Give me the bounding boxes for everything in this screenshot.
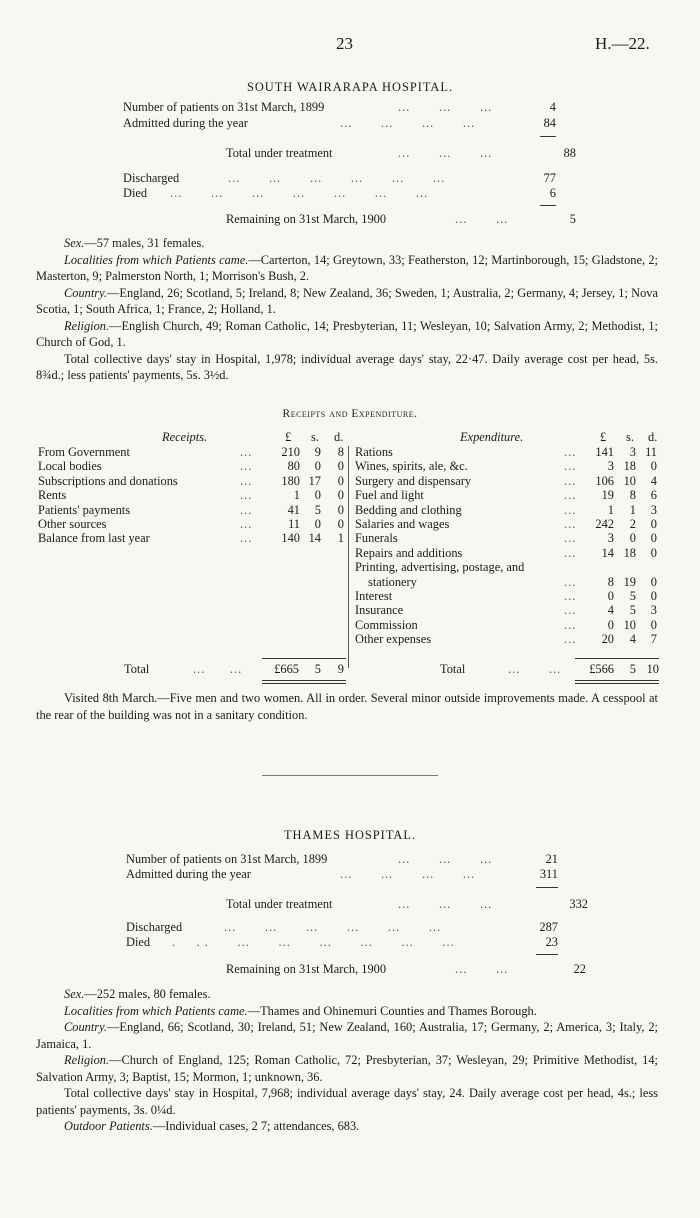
receipts-row-pounds: 1 bbox=[293, 488, 300, 503]
died-label: Died bbox=[123, 186, 148, 200]
expenditure-row-pence: 0 bbox=[650, 531, 657, 546]
receipts-row-pence: 1 bbox=[337, 531, 344, 546]
remaining-label: Remaining on 31st March, 1900 bbox=[226, 212, 387, 226]
expenditure-row-pounds: 141 bbox=[595, 445, 614, 459]
receipts-row-shillings: 14 bbox=[308, 531, 321, 546]
receipts-row-pence: 0 bbox=[337, 488, 344, 503]
discharged-label: Discharged bbox=[123, 171, 180, 185]
expenditure-row-label: Other expenses bbox=[355, 632, 432, 647]
expenditure-row-pounds: 20 bbox=[601, 632, 614, 647]
receipts-row-shillings: 5 bbox=[314, 502, 321, 517]
receipts-row-shillings: 0 bbox=[314, 459, 321, 474]
expenditure-row-label: Surgery and dispensary bbox=[355, 473, 472, 488]
remaining-value: 5 bbox=[569, 212, 576, 226]
receipts-row-pence: 0 bbox=[337, 459, 344, 474]
expenditure-row-label: Printing, advertising, postage, and bbox=[355, 560, 525, 575]
receipts-row-pence: 0 bbox=[337, 517, 344, 531]
expenditure-row-label: stationery bbox=[368, 574, 417, 589]
receipts-row-pounds: 41 bbox=[287, 502, 300, 517]
expenditure-row-pounds: 4 bbox=[607, 603, 614, 618]
expenditure-row-pounds: 3 bbox=[607, 531, 614, 546]
receipts-total-pounds: £665 bbox=[274, 662, 299, 676]
expenditure-row-shillings: 18 bbox=[623, 459, 636, 474]
expenditure-row-shillings: 10 bbox=[623, 617, 636, 632]
expenditure-row-shillings: 4 bbox=[629, 632, 636, 647]
admitted-value: 84 bbox=[543, 116, 556, 130]
admitted-label: Admitted during the year bbox=[123, 116, 248, 130]
receipts-row-pounds: 11 bbox=[288, 517, 300, 531]
total-label: Total under treatment bbox=[226, 146, 333, 160]
expenditure-row-shillings: 19 bbox=[623, 574, 636, 589]
expenditure-row-shillings: 3 bbox=[629, 445, 636, 459]
expenditure-row-shillings: 10 bbox=[623, 473, 636, 488]
expenditure-row-pence: 0 bbox=[650, 589, 657, 603]
expenditure-row-pence: 11 bbox=[645, 445, 657, 459]
expenditure-row-pounds: 0 bbox=[607, 617, 614, 632]
total-value: 88 bbox=[563, 146, 576, 160]
receipts-row-label: Subscriptions and donations bbox=[38, 473, 178, 488]
receipts-row-pounds: 80 bbox=[287, 459, 300, 474]
expenditure-row-shillings: 18 bbox=[623, 545, 636, 560]
expenditure-row-pounds: 8 bbox=[607, 574, 614, 589]
expenditure-row-pounds: 242 bbox=[595, 517, 614, 531]
receipts-row-pounds: 210 bbox=[281, 445, 300, 459]
patients-value: 4 bbox=[549, 100, 556, 114]
receipts-row-shillings: 0 bbox=[314, 488, 321, 503]
discharged-value: 77 bbox=[543, 171, 556, 185]
expenditure-row-pence: 0 bbox=[650, 545, 657, 560]
expenditure-row-label: Repairs and additions bbox=[355, 545, 463, 560]
expenditure-row-pence: 6 bbox=[650, 488, 657, 503]
expenditure-row-pence: 3 bbox=[650, 603, 657, 618]
expenditure-row-pence: 3 bbox=[650, 502, 657, 517]
expenditure-row-pounds: 106 bbox=[595, 473, 614, 488]
expenditure-row-shillings: 1 bbox=[629, 502, 636, 517]
receipts-row-pence: 8 bbox=[337, 445, 344, 459]
page-number: 23 bbox=[336, 34, 353, 53]
south-details: Sex.—57 males, 31 females. Localities from which Patients came.—Carterton, 14; Greytown, 33; Featherston, 12; Martinborough, 15; Gladstone, 2; Masterton, 9; Palmerston North, 1; Morrison's Bush, 2. Country.—England, 26; Scotland, 5; Ireland, 8; New Zealand, 36; Sweden, 1; Australia, 2; Germany, 4; Jersey, 1; Nova Scotia, 1; South Africa, 1; France, 2; Holland, 1. Religion.—English Church, 49; Roman Catholic, 14; Presbyterian, 11; Wesleyan, 10; Salvation Army, 2; Methodist, 1; Church of God, 1. Total collective days' stay in Hospital, 1,978; individual average days' stay, 22·47. Daily average cost per head, 5s. 8¾d.; less patients' payments, 5s. 3½d. bbox=[36, 236, 658, 382]
thames-title: THAMES HOSPITAL. bbox=[283, 828, 417, 842]
page-code: H.—22. bbox=[595, 34, 650, 53]
expenditure-row-label: Salaries and wages bbox=[355, 517, 450, 531]
expenditure-row-pence: 0 bbox=[650, 617, 657, 632]
accounts-title: Receipts and Expenditure. bbox=[282, 408, 418, 420]
receipts-row-pounds: 140 bbox=[281, 531, 300, 546]
died-value: 6 bbox=[549, 186, 556, 200]
receipts-row-label: Rents bbox=[38, 488, 67, 503]
expenditure-row-pence: 4 bbox=[650, 473, 657, 488]
receipts-row-pence: 0 bbox=[337, 473, 344, 488]
receipts-row-label: Patients' payments bbox=[38, 502, 131, 517]
expenditure-row-label: Insurance bbox=[355, 603, 404, 618]
receipts-row-label: Balance from last year bbox=[38, 531, 150, 546]
expenditure-row-shillings: 0 bbox=[629, 531, 636, 546]
expenditure-row-pence: 0 bbox=[650, 574, 657, 589]
receipts-row-shillings: 17 bbox=[308, 473, 321, 488]
expenditure-row-label: Bedding and clothing bbox=[355, 502, 462, 517]
expenditure-row-label: Fuel and light bbox=[355, 488, 424, 503]
expenditure-row-pounds: 1 bbox=[607, 502, 614, 517]
expenditure-row-pounds: 19 bbox=[601, 488, 614, 503]
expenditure-row-pence: 0 bbox=[650, 517, 657, 531]
expenditure-row-pounds: 14 bbox=[601, 545, 614, 560]
expenditure-total-pounds: £566 bbox=[589, 662, 614, 676]
section-divider bbox=[262, 775, 438, 776]
expenditure-row-label: Commission bbox=[355, 617, 418, 632]
expenditure-row-shillings: 8 bbox=[629, 488, 636, 503]
expenditure-row-label: Interest bbox=[355, 589, 393, 603]
south-visit: Visited 8th March.—Five men and two women. All in order. Several minor outside improvements made. A cesspool at the rear of the building was not in a sanitary condition. bbox=[36, 691, 658, 722]
receipts-row-pence: 0 bbox=[337, 502, 344, 517]
receipts-row-shillings: 9 bbox=[314, 445, 321, 459]
expenditure-row-pence: 0 bbox=[650, 459, 657, 474]
receipts-row-shillings: 0 bbox=[314, 517, 321, 531]
receipts-row-pounds: 180 bbox=[281, 473, 300, 488]
patients-label: Number of patients on 31st March, 1899 bbox=[123, 100, 325, 114]
expenditure-row-label: Rations bbox=[355, 445, 393, 459]
receipts-row-label: Local bodies bbox=[38, 459, 102, 474]
expenditure-row-pounds: 0 bbox=[607, 589, 614, 603]
expenditure-row-label: Wines, spirits, ale, &c. bbox=[355, 459, 468, 474]
expenditure-row-pounds: 3 bbox=[607, 459, 614, 474]
expenditure-row-label: Funerals bbox=[355, 531, 398, 546]
receipts-row-label: From Government bbox=[38, 445, 130, 459]
receipts-row-label: Other sources bbox=[38, 517, 107, 531]
south-title: SOUTH WAIRARAPA HOSPITAL. bbox=[246, 80, 454, 94]
expenditure-row-shillings: 2 bbox=[629, 517, 636, 531]
thames-details: Sex.—252 males, 80 females. Localities from which Patients came.—Thames and Ohinemuri Counties and Thames Borough. Country.—England, 66; Scotland, 30; Ireland, 51; New Zealand, 160; Australia, 17; Germany, 2; America, 3; Italy, 2; Jamaica, 1. Religion.—Church of England, 125; Roman Catholic, 72; Presbyterian, 37; Wesleyan, 29; Primitive Methodist, 14; Salvation Army, 3; Baptist, 15; Mormon, 1; unknown, 36. Total collective days' stay in Hospital, 7,968; individual average days' stay, 24. Daily average cost per head, 4s.; less patients' payments, 3s. 0¼d. Outdoor Patients.—Individual cases, 2 7; attendances, 683. bbox=[36, 987, 658, 1133]
expenditure-row-shillings: 5 bbox=[629, 589, 636, 603]
expenditure-row-pence: 7 bbox=[650, 632, 657, 647]
expenditure-row-shillings: 5 bbox=[629, 603, 636, 618]
